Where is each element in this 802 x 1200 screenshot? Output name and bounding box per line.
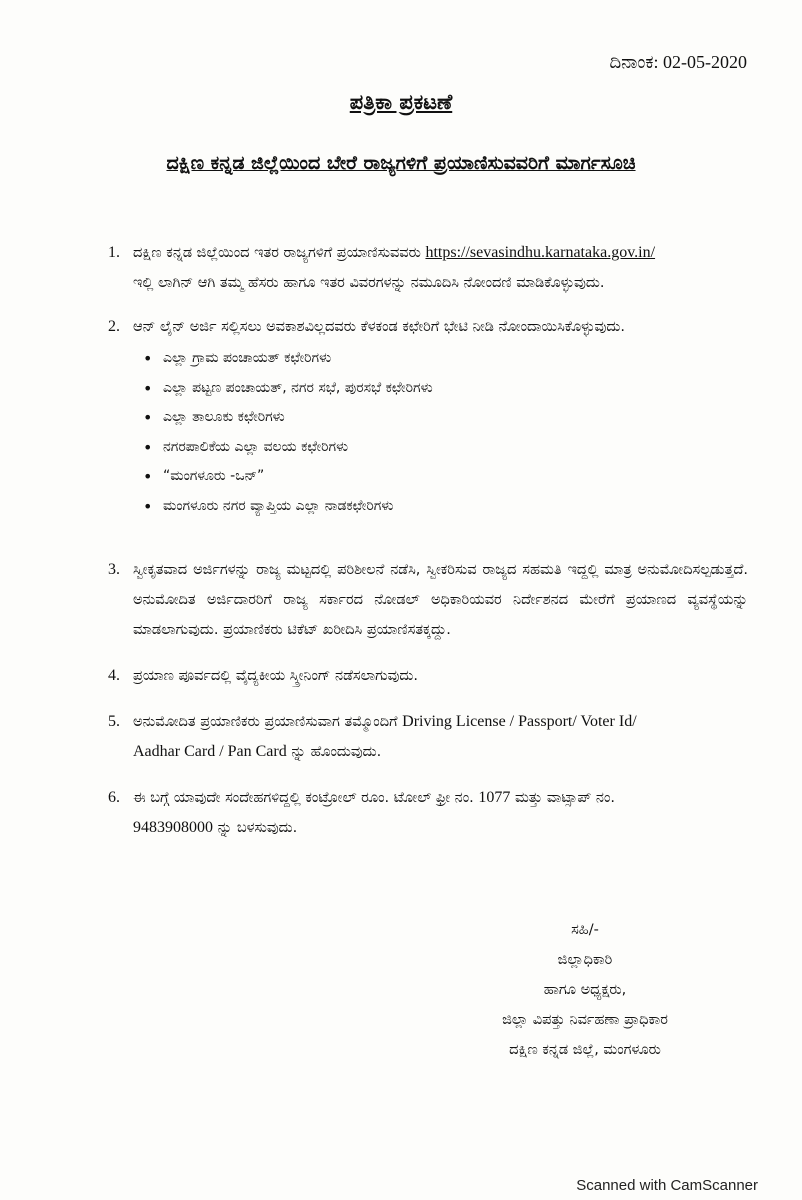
list-item: • ಎಲ್ಲಾ ತಾಲೂಕು ಕಛೇರಿಗಳು	[141, 403, 748, 433]
guideline-list	[108, 238, 748, 843]
whatsapp-number: 9483908000	[133, 819, 213, 836]
id-documents-text-continued: Aadhar Card / Pan Card	[133, 743, 287, 760]
document-title: ಪತ್ರಿಕಾ ಪ್ರಕಟಣೆ	[349, 90, 453, 114]
item-number: 5.	[108, 713, 120, 730]
list-item: • ಎಲ್ಲಾ ಗ್ರಾಮ ಪಂಚಾಯತ್ ಕಛೇರಿಗಳು	[141, 344, 748, 374]
item-text: ಆನ್ ಲೈನ್ ಅರ್ಜಿ ಸಲ್ಲಿಸಲು ಅವಕಾಶವಿಲ್ಲದವರು ಕೆಳಕಂಡ ಕಛೇರಿಗೆ ಭೇಟಿ ನೀಡಿ ನೋಂದಾಯಿಸಿಕೊಳ್ಳುವುದು.	[133, 319, 625, 335]
item-number: 6.	[108, 789, 120, 806]
signature-line-3: ಹಾಗೂ ಅಧ್ಯಕ್ಷರು,	[543, 982, 627, 998]
bullet-icon: •	[143, 496, 153, 516]
tollfree-number: 1077	[478, 789, 511, 806]
list-item: • ಎಲ್ಲಾ ಪಟ್ಟಣ ಪಂಚಾಯತ್, ನಗರ ಸಭೆ, ಪುರಸಭೆ ಕಛೇರಿಗಳು	[141, 374, 748, 404]
guideline-item-3	[108, 555, 748, 645]
list-item: • ನಗರಪಾಲಿಕೆಯ ಎಲ್ಲಾ ವಲಯ ಕಛೇರಿಗಳು	[141, 433, 748, 463]
bullet-icon: •	[143, 467, 153, 486]
item-text-continued: ನ್ನು ಹೊಂದುವುದು.	[291, 744, 382, 760]
signature-line-1: ಸಹಿ/-	[571, 922, 599, 938]
signature-line-2: ಜಿಲ್ಲಾಧಿಕಾರಿ	[557, 952, 613, 968]
item-text: ಈ ಬಗ್ಗೆ ಯಾವುದೇ ಸಂದೇಹಗಳಿದ್ದಲ್ಲಿ ಕಂಟ್ರೋಲ್ ರೂಂ. ಟೋಲ್ ಫ್ರೀ ನಂ.	[133, 790, 474, 806]
date-line: ದಿನಾಂಕ: 02-05-2020	[609, 52, 747, 72]
signature-block	[420, 915, 750, 1065]
guideline-item-6	[108, 783, 748, 843]
guideline-item-1	[108, 238, 748, 298]
item-number: 2.	[108, 318, 120, 335]
item-text-continued: ಇಲ್ಲಿ ಲಾಗಿನ್ ಆಗಿ ತಮ್ಮ ಹೆಸರು ಹಾಗೂ ಇತರ ವಿವರಗಳನ್ನು ನಮೂದಿಸಿ ನೋಂದಣಿ ಮಾಡಿಕೊಳ್ಳುವುದು.	[133, 275, 605, 291]
item-number: 1.	[108, 244, 120, 261]
item-number: 4.	[108, 667, 120, 684]
signature-line-5: ದಕ್ಷಿಣ ಕನ್ನಡ ಜಿಲ್ಲೆ, ಮಂಗಳೂರು	[509, 1042, 661, 1058]
list-item: • ಮಂಗಳೂರು ನಗರ ವ್ಯಾಪ್ತಿಯ ಎಲ್ಲಾ ನಾಡಕಛೇರಿಗಳು	[141, 492, 748, 522]
guideline-item-4	[108, 661, 748, 691]
signature-line-4: ಜಿಲ್ಲಾ ವಿಪತ್ತು ನಿರ್ವಹಣಾ ಪ್ರಾಧಿಕಾರ	[502, 1012, 668, 1028]
guideline-item-5	[108, 707, 748, 767]
sevasindhu-link[interactable]: https://sevasindhu.karnataka.gov.in/	[425, 244, 656, 261]
item-text-end: ನ್ನು ಬಳಸುವುದು.	[217, 820, 298, 836]
bullet-icon: •	[143, 349, 153, 368]
list-item: • “ಮಂಗಳೂರು -ಒನ್”	[141, 462, 748, 492]
item-text: ಸ್ವೀಕೃತವಾದ ಅರ್ಜಿಗಳನ್ನು ರಾಜ್ಯ ಮಟ್ಟದಲ್ಲಿ ಪರಿಶೀಲನೆ ನಡೆಸಿ, ಸ್ವೀಕರಿಸುವ ರಾಜ್ಯದ ಸಹಮತಿ ಇದ್ದಲ್ಲಿ ಮಾತ್ರ ಅನುಮೋದಿಸಲ್ಪಡುತ್ತದೆ. ಅನುಮೋದಿತ ಅರ್ಜಿದಾರರಿಗೆ ರಾಜ್ಯ ಸರ್ಕಾರದ ನೋಡಲ್ ಅಧಿಕಾರಿಯವರ ನಿರ್ದೇಶನದ ಮೇರೆಗೆ ಪ್ರಯಾಣದ ವ್ಯವಸ್ಥೆಯನ್ನು ಮಾಡಲಾಗುವುದು. ಪ್ರಯಾಣಿಕರು ಟಿಕೆಟ್ ಖರೀದಿಸಿ ಪ್ರಯಾಣಿಸತಕ್ಕದ್ದು.	[133, 562, 748, 638]
document-subtitle: ದಕ್ಷಿಣ ಕನ್ನಡ ಜಿಲ್ಲೆಯಿಂದ ಬೇರೆ ರಾಜ್ಯಗಳಿಗೆ ಪ್ರಯಾಣಿಸುವವರಿಗೆ ಮಾರ್ಗಸೂಚಿ	[166, 152, 636, 174]
bullet-icon: •	[143, 408, 153, 427]
item-number: 3.	[108, 561, 120, 578]
bullet-icon: •	[143, 437, 153, 457]
item-text-middle: ಮತ್ತು ವಾಟ್ಸಾಪ್ ನಂ.	[514, 790, 616, 806]
item-text: ಪ್ರಯಾಣ ಪೂರ್ವದಲ್ಲಿ ವೈದ್ಯಕೀಯ ಸ್ಕ್ರೀನಿಂಗ್ ನಡೆಸಲಾಗುವುದು.	[133, 668, 418, 684]
scanner-watermark: Scanned with CamScanner	[576, 1177, 758, 1194]
office-bullet-list	[133, 344, 748, 521]
item-text: ದಕ್ಷಿಣ ಕನ್ನಡ ಜಿಲ್ಲೆಯಿಂದ ಇತರ ರಾಜ್ಯಗಳಿಗೆ ಪ್ರಯಾಣಿಸುವವರು	[133, 245, 421, 261]
id-documents-text: Driving License / Passport/ Voter Id/	[402, 713, 637, 730]
guideline-item-2	[108, 312, 748, 521]
bullet-icon: •	[143, 378, 153, 398]
item-text: ಅನುಮೋದಿತ ಪ್ರಯಾಣಿಕರು ಪ್ರಯಾಣಿಸುವಾಗ ತಮ್ಮೊಂದಿಗೆ	[133, 714, 398, 730]
